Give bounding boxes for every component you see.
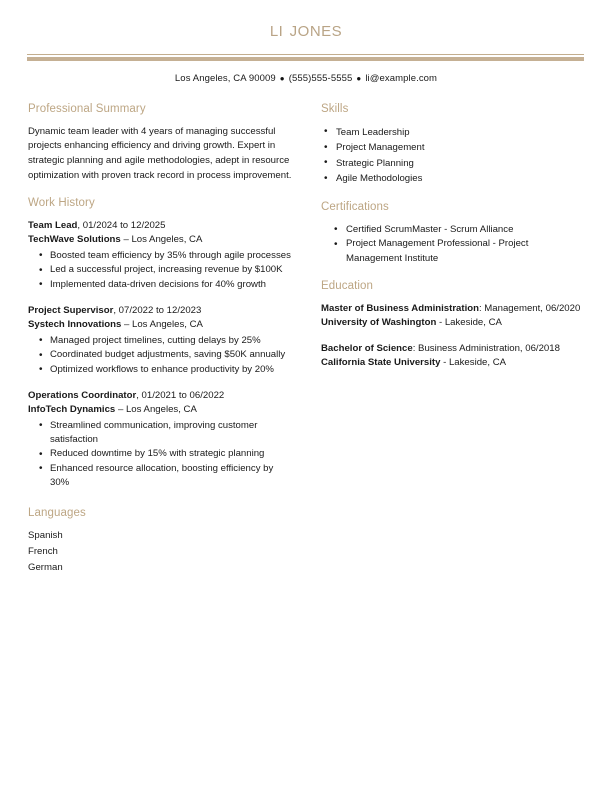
job-location: Los Angeles, CA xyxy=(125,404,197,416)
job-bullet: • Enhanced resource allocation, boosting efficiency by 30% xyxy=(28,462,292,491)
job-title: Team Lead xyxy=(28,220,78,231)
job-bullet: • Boosted team efficiency by 35% through agile processes xyxy=(28,249,292,263)
job-bullet: • Reduced downtime by 15% with strategic planning xyxy=(28,447,292,461)
education-entry xyxy=(321,302,585,331)
left-column xyxy=(28,103,300,575)
section-title-certifications: Certifications xyxy=(321,201,389,214)
resume-body-columns xyxy=(0,103,612,575)
job-subheading xyxy=(28,318,292,332)
languages-list xyxy=(28,528,292,575)
contact-separator-icon: ● xyxy=(356,74,362,84)
certifications-list xyxy=(321,223,585,266)
job-comma: , xyxy=(136,389,142,401)
skill-item: • Agile Methodologies xyxy=(321,171,585,187)
section-title-professional-summary: Professional Summary xyxy=(28,103,146,116)
header-divider xyxy=(27,54,584,61)
language-item: French xyxy=(28,545,58,557)
contact-line xyxy=(0,73,612,84)
section-professional-summary xyxy=(28,103,292,183)
section-title-skills: Skills xyxy=(321,103,349,116)
job-comma: , xyxy=(113,304,119,316)
work-history-entry xyxy=(28,219,292,292)
education-field-date: : Management, 06/2020 xyxy=(478,302,581,314)
job-bullet: • Coordinated budget adjustments, saving $50K annually xyxy=(28,348,292,362)
job-title: Operations Coordinator xyxy=(28,389,137,401)
education-degree-line xyxy=(321,342,585,356)
skill-item: • Strategic Planning xyxy=(321,156,585,172)
job-bullet-list xyxy=(28,249,292,292)
skills-list xyxy=(321,125,585,187)
job-comma: , xyxy=(77,220,83,231)
contact-location: Los Angeles, CA 90009 xyxy=(174,73,276,85)
job-bullet-list xyxy=(28,334,292,377)
education-school: California State University xyxy=(321,356,441,368)
resume-header xyxy=(0,0,612,84)
section-skills xyxy=(321,103,585,187)
section-certifications xyxy=(321,201,585,266)
job-company-separator: – xyxy=(117,404,124,416)
certification-item: • Project Management Professional - Project Management Institute xyxy=(321,237,585,266)
job-heading xyxy=(28,389,292,403)
education-school-line xyxy=(321,356,585,370)
job-location: Los Angeles, CA xyxy=(131,234,203,246)
job-heading xyxy=(28,219,292,233)
job-company-separator: – xyxy=(123,319,130,331)
section-title-education: Education xyxy=(321,279,374,292)
section-languages xyxy=(28,507,292,575)
education-school-line xyxy=(321,316,585,330)
education-entry xyxy=(321,342,585,371)
job-bullet: • Managed project timelines, cutting delays by 25% xyxy=(28,334,292,348)
certification-item: • Certified ScrumMaster - Scrum Alliance xyxy=(321,223,585,237)
job-bullet: • Streamlined communication, improving customer satisfaction xyxy=(28,419,292,448)
job-bullet: • Led a successful project, increasing revenue by $100K xyxy=(28,263,292,277)
section-title-languages: Languages xyxy=(28,506,86,519)
job-company: Systech Innovations xyxy=(28,319,122,331)
contact-separator-icon: ● xyxy=(279,74,285,84)
job-dates: 07/2022 to 12/2023 xyxy=(118,304,202,316)
right-column xyxy=(300,103,585,370)
job-bullet: • Implemented data-driven decisions for 40% growth xyxy=(28,278,292,292)
divider-thick-rule xyxy=(27,57,584,61)
education-school: University of Washington xyxy=(321,317,437,329)
contact-phone[interactable]: (555)555-5555 xyxy=(288,73,353,85)
education-school-location: - Lakeside, CA xyxy=(440,356,507,368)
job-location: Los Angeles, CA xyxy=(131,319,203,331)
section-title-work-history: Work History xyxy=(28,197,95,210)
skill-item: • Project Management xyxy=(321,140,585,156)
section-work-history xyxy=(28,197,292,490)
language-item: German xyxy=(28,561,63,573)
education-degree: Bachelor of Science xyxy=(321,342,413,354)
job-heading xyxy=(28,304,292,318)
work-history-entry xyxy=(28,304,292,377)
education-school-location: - Lakeside, CA xyxy=(436,317,502,329)
education-degree: Master of Business Administration xyxy=(321,302,479,314)
language-item: Spanish xyxy=(28,530,63,542)
education-degree-line xyxy=(321,302,585,316)
job-dates: 01/2021 to 06/2022 xyxy=(141,389,225,401)
contact-email[interactable]: li@example.com xyxy=(365,73,438,85)
candidate-name: li jones xyxy=(269,18,343,41)
skill-item: • Team Leadership xyxy=(321,125,585,141)
job-bullet: • Optimized workflows to enhance productivity by 20% xyxy=(28,363,292,377)
job-subheading xyxy=(28,233,292,247)
education-field-date: : Business Administration, 06/2018 xyxy=(412,342,560,354)
job-dates: 01/2024 to 12/2025 xyxy=(82,220,166,231)
job-bullet-list xyxy=(28,419,292,491)
job-title: Project Supervisor xyxy=(28,304,114,316)
job-company: InfoTech Dynamics xyxy=(28,404,116,416)
job-subheading xyxy=(28,403,292,417)
work-history-entry xyxy=(28,389,292,491)
section-education xyxy=(321,280,585,370)
job-company-separator: – xyxy=(123,234,129,246)
job-company: TechWave Solutions xyxy=(28,234,121,246)
professional-summary-text: Dynamic team leader with 4 years of managing successful projects enhancing efficiency and driving growth. Expert in strategic planning and agile methodologies, adept in resource optimization with proven track record in process improvement. xyxy=(28,125,292,181)
